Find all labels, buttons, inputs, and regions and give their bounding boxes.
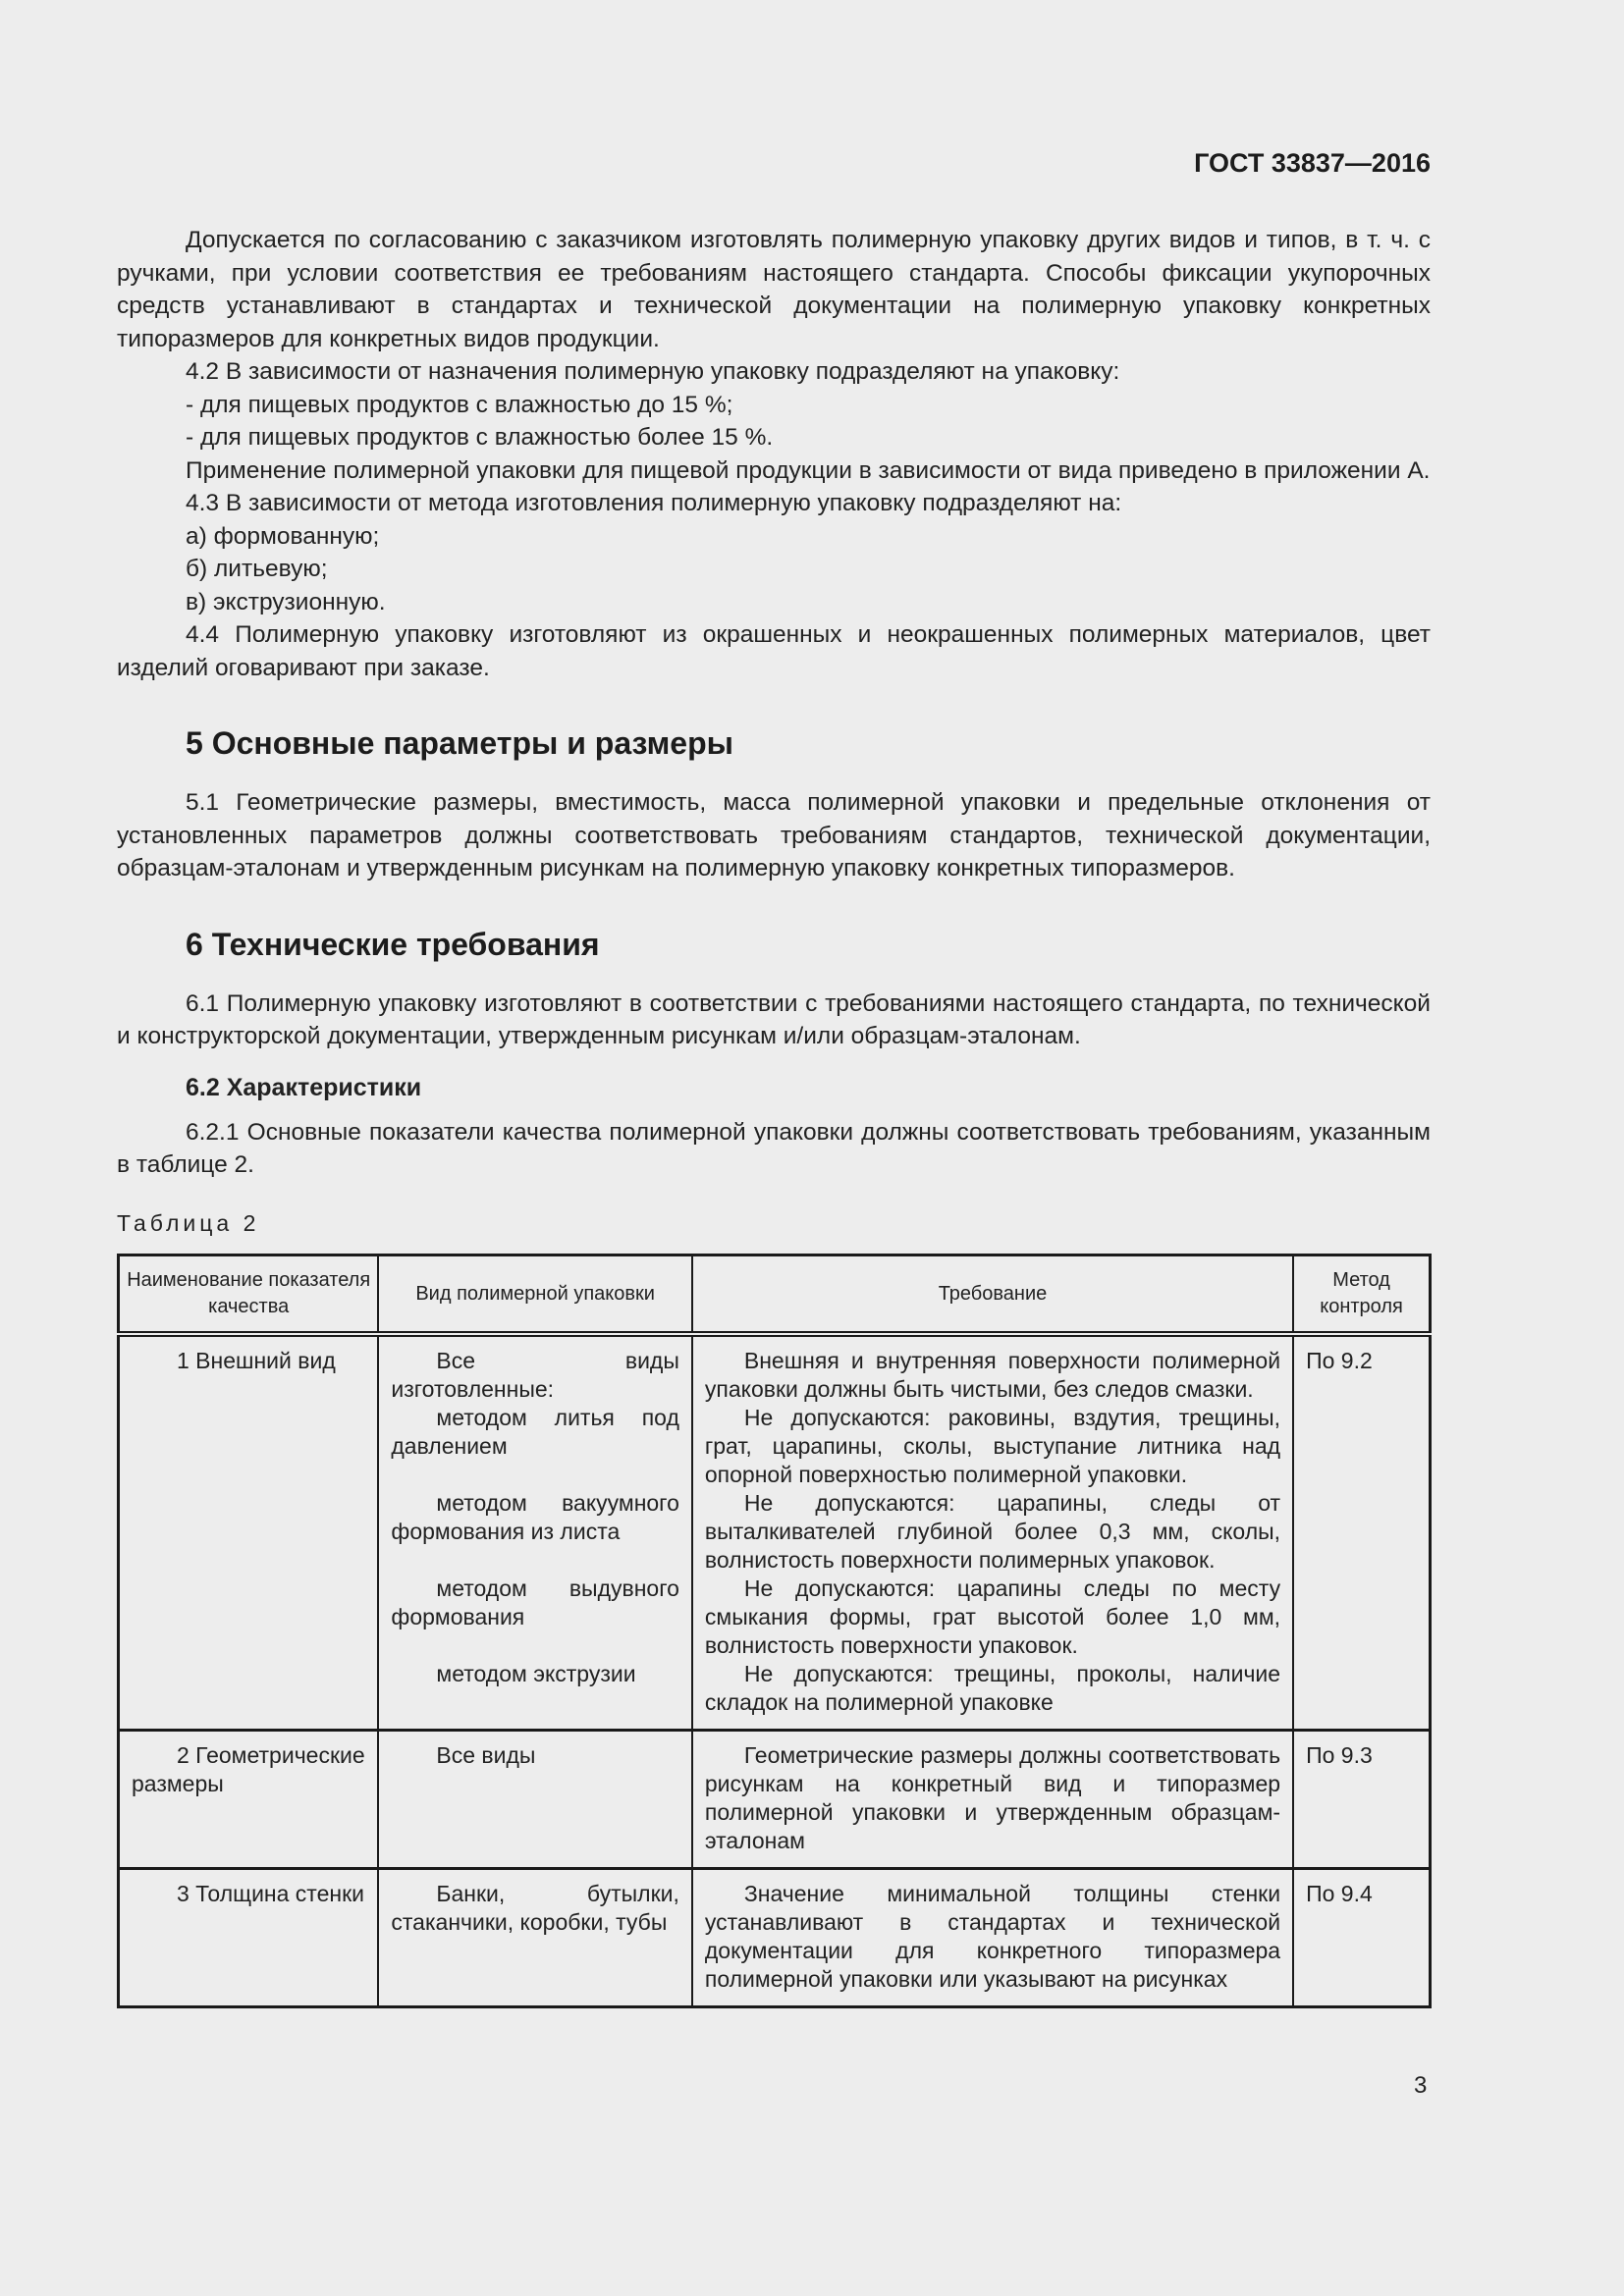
clause-4-3: 4.3 В зависимости от метода изготовления полимерную упаковку подразделяют на: (186, 490, 1122, 516)
clause-4-2-note: Применение полимерной упаковки для пищевой продукции в зависимости от вида приведено в приложении А. (186, 456, 1431, 484)
packaging-type: методом экструзии (436, 1661, 636, 1686)
table-header-row (119, 1255, 1431, 1335)
clause-4-2: 4.2 В зависимости от назначения полимерную упаковку подразделяют на упаковку: (186, 358, 1120, 385)
section-6-title: 6 Технические требования (186, 926, 600, 962)
packaging-type: методом литья под давлением (391, 1405, 679, 1459)
control-method: По 9.2 (1293, 1334, 1430, 1731)
requirement-text: Не допускаются: раковины, вздутия, трещины, грат, царапины, сколы, выступание литника над опорной поверхностью полимерной упаковки. (704, 1405, 1281, 1487)
clause-5-1: 5.1 Геометрические размеры, вместимость, масса полимерной упаковки и предельные отклонения от установленных параметров должны соответствовать требованиям стандартов, технической документации, образцам-эталонам и утвержденным рисункам на полимерную упаковку конкретных типоразмеров. (117, 789, 1431, 881)
header-requirement: Требование (692, 1255, 1293, 1335)
section-5-title: 5 Основные параметры и размеры (186, 725, 733, 761)
table-row (119, 1334, 1431, 1731)
clause-4-3-item-b: б) литьевую; (186, 556, 328, 582)
packaging-type: методом выдувного формования (391, 1575, 679, 1629)
clause-4-3-item-c: в) экструзионную. (186, 588, 386, 615)
packaging-type: Все виды изготовленные: (391, 1348, 679, 1402)
control-method: По 9.3 (1293, 1731, 1430, 1869)
subsection-6-2-title: 6.2 Характеристики (186, 1073, 422, 1101)
packaging-type: методом вакуумного формования из листа (391, 1490, 679, 1544)
clause-4-2-item-b: - для пищевых продуктов с влажностью более 15 %. (186, 424, 774, 451)
requirement-text: Не допускаются: трещины, проколы, наличие складок на полимерной упаковке (704, 1661, 1281, 1715)
packaging-type: Банки, бутылки, стаканчики, коробки, тубы (391, 1881, 679, 1935)
indicator-name: 3 Толщина стенки (177, 1881, 364, 1906)
table-row (119, 1869, 1431, 2007)
clause-6-2-1: 6.2.1 Основные показатели качества полимерной упаковки должны соответствовать требованиям, указанным в таблице 2. (117, 1118, 1431, 1178)
packaging-type: Все виды (436, 1742, 536, 1768)
page-number: 3 (1414, 2072, 1428, 2099)
table-caption: Таблица 2 (117, 1209, 260, 1236)
indicator-name: 1 Внешний вид (177, 1348, 336, 1373)
requirement-text: Геометрические размеры должны соответствовать рисункам на конкретный вид и типоразмер полимерной упаковки и утвержденным образцам-эталонам (704, 1742, 1281, 1853)
document-number: ГОСТ 33837—2016 (1194, 148, 1431, 178)
table-row (119, 1731, 1431, 1869)
control-method: По 9.4 (1293, 1869, 1430, 2007)
requirements-table (117, 1254, 1432, 2008)
clause-4-3-item-a: а) формованную; (186, 522, 380, 550)
requirement-text: Не допускаются: царапины следы по месту смыкания формы, грат высотой более 1,0 мм, волнистость поверхности упаковок. (704, 1575, 1281, 1658)
requirement-text: Значение минимальной толщины стенки устанавливают в стандартах и технической документации для конкретного типоразмера полимерной упаковки или указывают на рисунках (704, 1881, 1281, 1992)
clause-4-2-item-a: - для пищевых продуктов с влажностью до 15 %; (186, 391, 733, 418)
header-quality-indicator: Наименование показателя качества (119, 1255, 379, 1335)
clause-6-1: 6.1 Полимерную упаковку изготовляют в соответствии с требованиями настоящего стандарта, по технической и конструкторской документации, утвержденным рисункам и/или образцам-эталонам. (117, 989, 1431, 1049)
header-packaging-type: Вид полимерной упаковки (378, 1255, 691, 1335)
body-text (117, 224, 1431, 2008)
clause-4-4: 4.4 Полимерную упаковку изготовляют из окрашенных и неокрашенных полимерных материалов, цвет изделий оговаривают при заказе. (117, 621, 1431, 681)
intro-paragraph: Допускается по согласованию с заказчиком изготовлять полимерную упаковку других видов и типов, в т. ч. с ручками, при условии соответствия ее требованиям настоящего стандарта. Способы фиксации укупорочных средств устанавливают в стандартах и технической документации на полимерную упаковку конкретных типоразмеров для конкретных видов продукции. (117, 227, 1431, 352)
requirement-text: Внешняя и внутренняя поверхности полимерной упаковки должны быть чистыми, без следов смазки. (704, 1348, 1281, 1402)
header-control-method: Метод контроля (1293, 1255, 1430, 1335)
requirement-text: Не допускаются: царапины, следы от выталкивателей глубиной более 0,3 мм, сколы, волнистость поверхности полимерных упаковок. (704, 1490, 1281, 1573)
indicator-name: 2 Геометрические размеры (132, 1742, 365, 1796)
